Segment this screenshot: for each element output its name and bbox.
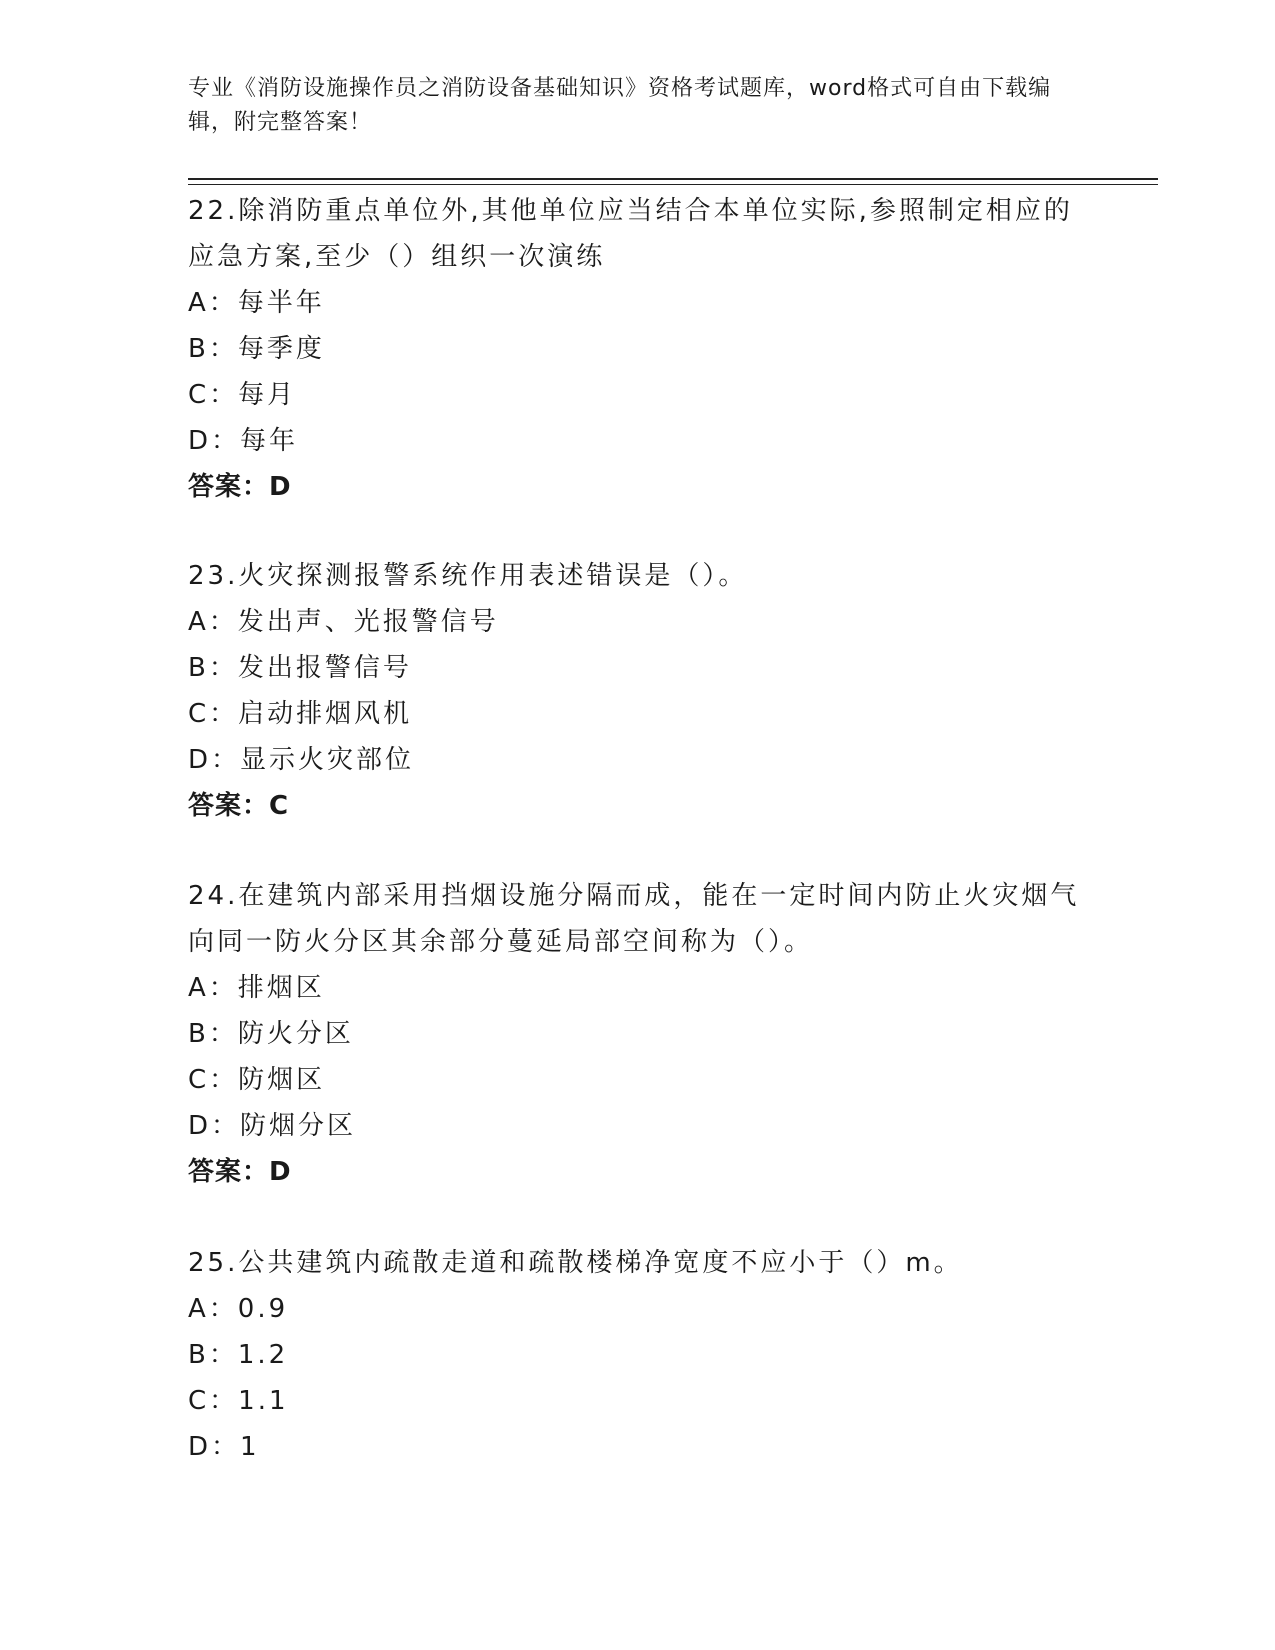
option-c: C：防烟区 <box>188 1065 326 1095</box>
question-24 <box>188 873 1088 1195</box>
answer-line: 答案：C <box>188 791 290 821</box>
option-a: A：发出声、光报警信号 <box>188 607 499 637</box>
option-a: A：每半年 <box>188 288 325 318</box>
question-23 <box>188 553 1088 829</box>
option-d: D：每年 <box>188 426 299 456</box>
option-d: D：防烟分区 <box>188 1111 357 1141</box>
option-b: B：每季度 <box>188 334 325 364</box>
option-c: C：每月 <box>188 380 297 410</box>
question-stem: 22.除消防重点单位外,其他单位应当结合本单位实际,参照制定相应的应急方案,至少（）组织一次演练 <box>188 196 1073 272</box>
option-c: C：1.1 <box>188 1386 289 1416</box>
answer-line: 答案：D <box>188 472 292 502</box>
option-a: A：排烟区 <box>188 973 325 1003</box>
question-25 <box>188 1240 1088 1470</box>
question-stem: 23.火灾探测报警系统作用表述错误是（）。 <box>188 561 748 591</box>
option-b: B：发出报警信号 <box>188 653 412 683</box>
answer-line: 答案：D <box>188 1157 292 1187</box>
question-stem: 24.在建筑内部采用挡烟设施分隔而成，能在一定时间内防止火灾烟气向同一防火分区其余部分蔓延局部空间称为（）。 <box>188 881 1080 957</box>
question-stem: 25.公共建筑内疏散走道和疏散楼梯净宽度不应小于（）m。 <box>188 1248 963 1278</box>
option-b: B：防火分区 <box>188 1019 354 1049</box>
document-header: 专业《消防设施操作员之消防设备基础知识》资格考试题库，word格式可自由下载编辑，附完整答案！ <box>188 76 1052 135</box>
question-22 <box>188 188 1088 510</box>
option-b: B：1.2 <box>188 1340 289 1370</box>
option-c: C：启动排烟风机 <box>188 699 413 729</box>
header-divider <box>188 178 1158 180</box>
option-a: A：0.9 <box>188 1294 289 1324</box>
option-d: D：显示火灾部位 <box>188 745 415 775</box>
header-divider-thin <box>188 184 1158 185</box>
option-d: D：1 <box>188 1432 260 1462</box>
